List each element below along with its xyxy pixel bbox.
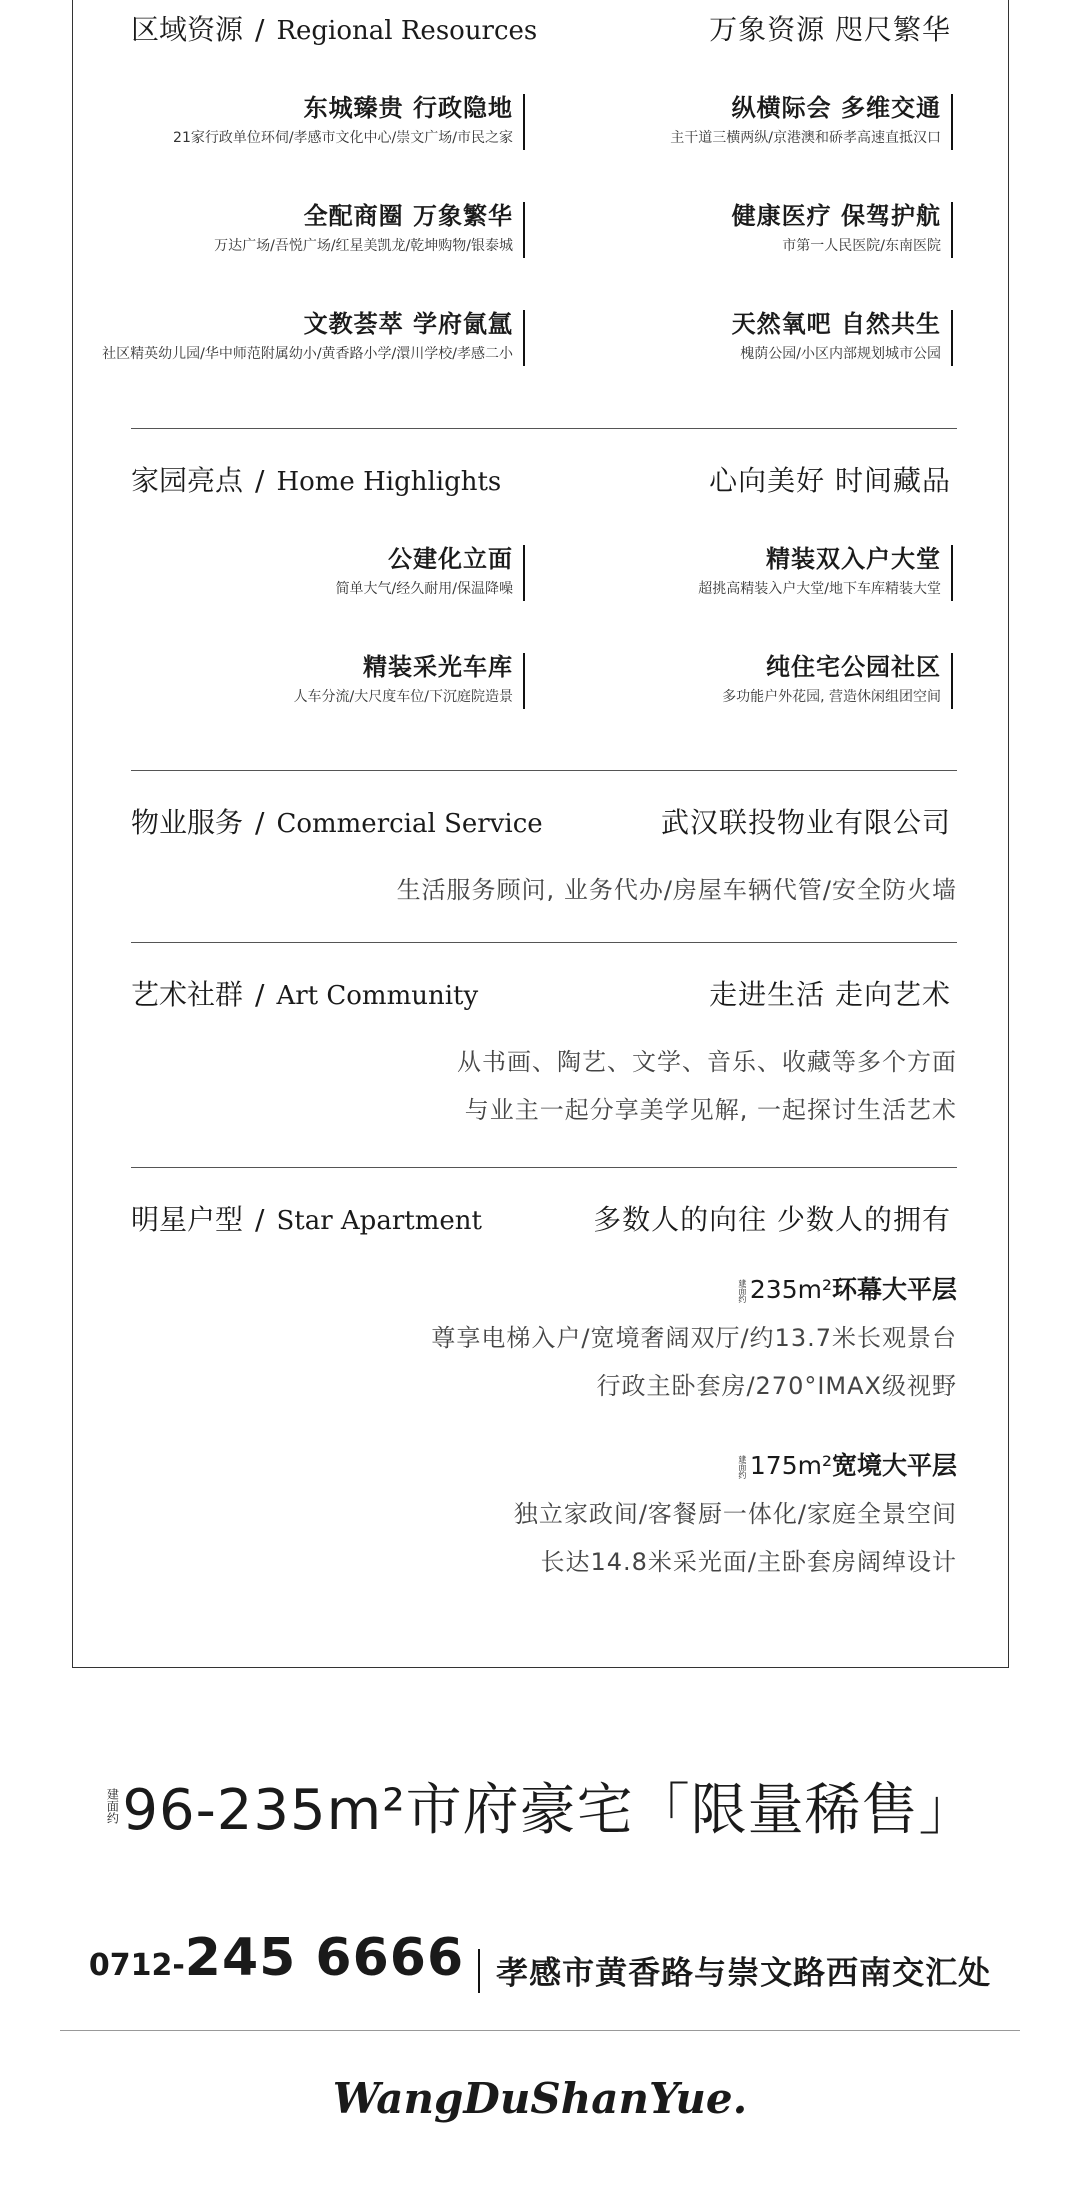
- apt2-name: 宽境大平层: [831, 1451, 957, 1480]
- regional-item-desc: 槐荫公园/小区内部规划城市公园: [740, 346, 941, 362]
- contact-line: [0, 1928, 1080, 1998]
- regional-header: [131, 5, 957, 55]
- bottom-divider: [60, 2030, 1020, 2031]
- home-header: [131, 456, 957, 506]
- home-title-en: Home Highlights: [276, 467, 502, 497]
- section-divider: [131, 428, 957, 429]
- content-frame: [72, 0, 1009, 1668]
- home-slogan: 心向美好 时间藏品: [709, 464, 951, 497]
- regional-item: [732, 198, 941, 258]
- apt1-line: 行政主卧套房/270°IMAX级视野: [596, 1372, 957, 1400]
- home-item-name: 精装采光车库: [363, 653, 513, 681]
- apt2-area: 175m²: [749, 1451, 832, 1480]
- item-bar: [523, 94, 526, 150]
- section-divider: [131, 942, 957, 943]
- section-divider: [131, 770, 957, 771]
- regional-item: [102, 306, 513, 366]
- regional-item-desc: 主干道三横两纵/京港澳和硚孝高速直抵汉口: [670, 130, 941, 146]
- item-bar: [523, 653, 526, 709]
- home-item-name: 纯住宅公园社区: [766, 653, 941, 681]
- item-bar: [951, 94, 954, 150]
- home-item-desc: 简单大气/经久耐用/保温降噪: [335, 581, 513, 597]
- regional-item-desc: 市第一人民医院/东南医院: [782, 238, 941, 254]
- apt2-tag: 建面约: [737, 1455, 747, 1479]
- property-slogan: 武汉联投物业有限公司: [660, 806, 951, 839]
- apt1-area: 235m²: [749, 1275, 832, 1304]
- home-item: [336, 541, 513, 601]
- regional-item-name: 文教荟萃 学府氤氲: [303, 310, 513, 338]
- home-item: [698, 541, 941, 601]
- star-title-cn: 明星户型: [131, 1203, 244, 1236]
- item-bar: [951, 202, 954, 258]
- headline-tag: 建面约: [105, 1788, 120, 1824]
- item-bar: [523, 202, 526, 258]
- home-item-name: 公建化立面: [388, 545, 513, 573]
- property-title: 物业服务 / Commercial Service: [131, 806, 543, 839]
- art-header: [131, 970, 957, 1020]
- phone-prefix: 0712-: [88, 1948, 185, 1983]
- phone-number[interactable]: 245 6666: [184, 1928, 465, 1988]
- address: 孝感市黄香路与崇文路西南交汇处: [496, 1953, 992, 1992]
- star-slogan: 多数人的向往 少数人的拥有: [593, 1203, 951, 1236]
- item-bar: [951, 310, 954, 366]
- home-item-desc: 人车分流/大尺度车位/下沉庭院造景: [293, 689, 513, 705]
- apt2-line: 长达14.8米采光面/主卧套房阔绰设计: [540, 1548, 957, 1576]
- art-title: 艺术社群 / Art Community: [131, 978, 479, 1011]
- home-item-name: 精装双入户大堂: [766, 545, 941, 573]
- art-text-line: 从书画、陶艺、文学、音乐、收藏等多个方面: [457, 1048, 957, 1076]
- apt2-line: 独立家政间/客餐厨一体化/家庭全景空间: [513, 1500, 957, 1528]
- brand-wordmark: WangDuShanYue.: [332, 2074, 748, 2123]
- art-slogan: 走进生活 走向艺术: [709, 978, 951, 1011]
- apt1-name: 环幕大平层: [831, 1275, 957, 1304]
- home-title-cn: 家园亮点: [131, 464, 244, 497]
- regional-item: [173, 90, 513, 150]
- item-bar: [951, 653, 954, 709]
- headline: [0, 1766, 1080, 1846]
- apt1-tag: 建面约: [737, 1279, 747, 1303]
- art-title-cn: 艺术社群: [131, 978, 244, 1011]
- art-title-en: Art Community: [276, 981, 479, 1011]
- home-item: [294, 649, 513, 709]
- regional-item: [732, 306, 941, 366]
- home-item: [722, 649, 941, 709]
- home-item-desc: 多功能户外花园, 营造休闲组团空间: [722, 689, 941, 705]
- regional-item-name: 全配商圈 万象繁华: [303, 202, 513, 230]
- item-bar: [951, 545, 954, 601]
- regional-item-desc: 万达广场/吾悦广场/红星美凯龙/乾坤购物/银泰城: [214, 238, 513, 254]
- item-bar: [523, 310, 526, 366]
- regional-item: [670, 90, 941, 150]
- regional-slogan: 万象资源 咫尺繁华: [709, 13, 951, 46]
- contact-separator: [478, 1949, 480, 1993]
- apt2-title: [736, 1446, 957, 1486]
- home-item-desc: 超挑高精装入户大堂/地下车库精装大堂: [698, 581, 941, 597]
- property-title-en: Commercial Service: [276, 809, 543, 839]
- property-text: 生活服务顾问, 业务代办/房屋车辆代管/安全防火墙: [396, 876, 957, 904]
- regional-title-en: Regional Resources: [276, 16, 538, 46]
- section-divider: [131, 1167, 957, 1168]
- star-header: [131, 1195, 957, 1245]
- apt1-line: 尊享电梯入户/宽境奢阔双厅/约13.7米长观景台: [431, 1324, 957, 1352]
- property-header: [131, 798, 957, 848]
- regional-item-name: 天然氧吧 自然共生: [731, 310, 941, 338]
- apt1-title: [736, 1270, 957, 1310]
- regional-item-name: 东城臻贵 行政隐地: [303, 94, 513, 122]
- regional-item-desc: 21家行政单位环伺/孝感市文化中心/崇文广场/市民之家: [173, 130, 513, 146]
- regional-item: [214, 198, 513, 258]
- star-title: 明星户型 / Star Apartment: [131, 1203, 482, 1236]
- regional-title: 区域资源 / Regional Resources: [131, 13, 538, 46]
- star-title-en: Star Apartment: [276, 1206, 482, 1236]
- property-title-cn: 物业服务: [131, 806, 244, 839]
- regional-title-cn: 区域资源: [131, 13, 244, 46]
- item-bar: [523, 545, 526, 601]
- regional-item-desc: 社区精英幼儿园/华中师范附属幼小/黄香路小学/澴川学校/孝感二小: [102, 346, 513, 362]
- regional-item-name: 健康医疗 保驾护航: [731, 202, 941, 230]
- regional-item-name: 纵横际会 多维交通: [731, 94, 941, 122]
- art-text-line: 与业主一起分享美学见解, 一起探讨生活艺术: [464, 1096, 957, 1124]
- headline-text: 96-235m²市府豪宅「限量稀售」: [122, 1778, 976, 1843]
- home-title: 家园亮点 / Home Highlights: [131, 464, 502, 497]
